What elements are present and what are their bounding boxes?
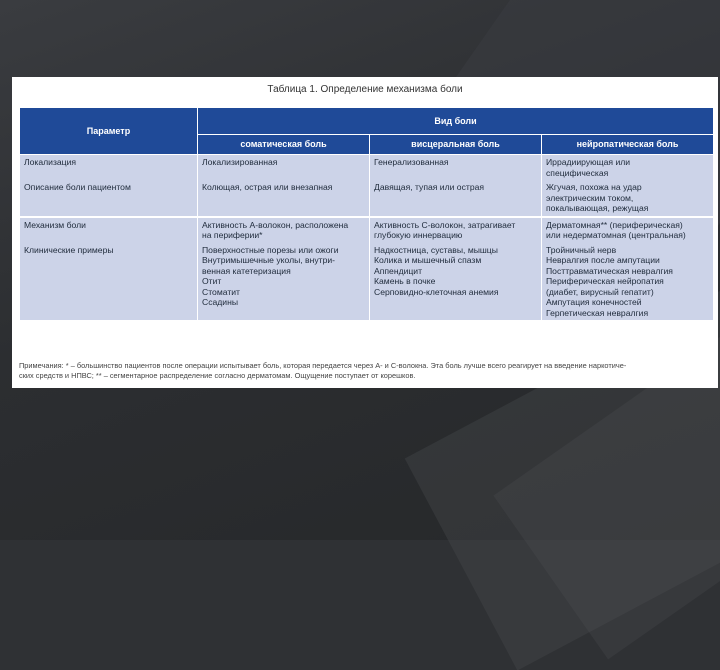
table-note bbox=[19, 361, 713, 380]
cell-text: Серповидно-клеточная анемия bbox=[374, 286, 499, 297]
cell-text: Тройничный нерв bbox=[546, 244, 617, 255]
table-cell bbox=[370, 155, 542, 181]
cell-text: или недерматомная (центральная) bbox=[546, 230, 686, 240]
cell-text: Давящая, тупая или острая bbox=[374, 182, 485, 192]
header-pain-type: Вид боли bbox=[198, 108, 714, 135]
cell-text: Локализированная bbox=[202, 157, 278, 167]
cell-text: Ампутация конечностей bbox=[546, 297, 642, 307]
cell-text: Ссадины bbox=[202, 297, 239, 307]
header-visceral: висцеральная боль bbox=[370, 135, 542, 155]
cell-text: специфическая bbox=[546, 167, 609, 178]
note-line: ских средств и НПВС; ** – сегментарное распределение согласно дерматомам. Ощущение поступает от корешков. bbox=[19, 370, 416, 380]
table-caption: Таблица 1. Определение механизма боли bbox=[267, 84, 463, 95]
table-cell bbox=[370, 217, 542, 243]
cell-text: Надкостница, суставы, мышцы bbox=[374, 244, 498, 255]
cell-text: (диабет, вирусный гепатит) bbox=[546, 286, 654, 297]
table-cell bbox=[198, 217, 370, 243]
cell-text: Периферическая нейропатия bbox=[546, 276, 664, 286]
row-parameter-cell bbox=[20, 243, 198, 322]
cell-text: Локализация bbox=[24, 157, 77, 167]
table-cell bbox=[542, 155, 714, 181]
row-parameter-cell bbox=[20, 217, 198, 243]
cell-text: Жгучая, похожа на удар bbox=[546, 182, 642, 192]
header-somatic: соматическая боль bbox=[198, 135, 370, 155]
table-cell bbox=[198, 155, 370, 181]
table-cell bbox=[370, 180, 542, 217]
table-cell bbox=[198, 243, 370, 322]
table-cell bbox=[198, 180, 370, 217]
row-parameter-cell bbox=[20, 155, 198, 181]
table-row bbox=[20, 217, 714, 243]
cell-text: Механизм боли bbox=[24, 219, 86, 230]
cell-text: Внутримышечные уколы, внутри- bbox=[202, 255, 336, 265]
cell-text: Описание боли пациентом bbox=[24, 182, 131, 192]
table-cell bbox=[542, 243, 714, 322]
cell-text: Дерматомная** (периферическая) bbox=[546, 219, 683, 230]
cell-text: Колика и мышечный спазм bbox=[374, 255, 482, 265]
cell-text: Отит bbox=[202, 276, 222, 286]
cell-text: Камень в почке bbox=[374, 276, 436, 286]
table-row bbox=[20, 155, 714, 181]
cell-text: Клинические примеры bbox=[24, 244, 114, 255]
table-cell bbox=[542, 180, 714, 217]
cell-text: на периферии* bbox=[202, 230, 263, 240]
header-neuropathic: нейропатическая боль bbox=[542, 135, 714, 155]
cell-text: Посттравматическая невралгия bbox=[546, 265, 673, 276]
table-cell bbox=[542, 217, 714, 243]
cell-text: Активность А-волокон, расположена bbox=[202, 219, 349, 230]
note-line: Примечания: * – большинство пациентов после операции испытывает боль, которая передается через А- и С-волокна. Эта боль лучше всего реагирует на введение наркотиче- bbox=[19, 361, 627, 370]
table-cell bbox=[370, 243, 542, 322]
cell-text: глубокую иннервацию bbox=[374, 230, 463, 240]
header-parameter: Параметр bbox=[20, 108, 198, 155]
cell-text: покалывающая, режущая bbox=[546, 203, 649, 213]
cell-text: венная катетеризация bbox=[202, 265, 291, 276]
cell-text: Стоматит bbox=[202, 286, 240, 297]
cell-text: электрическим током, bbox=[546, 192, 634, 203]
slide-content bbox=[12, 77, 718, 388]
cell-text: Иррадиирующая или bbox=[546, 157, 631, 167]
cell-text: Герпетическая невралгия bbox=[546, 307, 649, 318]
table-row bbox=[20, 243, 714, 322]
cell-text: Невралгия после ампутации bbox=[546, 255, 660, 265]
cell-text: Активность С-волокон, затрагивает bbox=[374, 219, 516, 230]
cell-text: Генерализованная bbox=[374, 157, 449, 167]
row-parameter-cell bbox=[20, 180, 198, 217]
pain-mechanism-table bbox=[19, 107, 714, 322]
table-row bbox=[20, 180, 714, 217]
cell-text: Колющая, острая или внезапная bbox=[202, 182, 333, 192]
cell-text: Поверхностные порезы или ожоги bbox=[202, 244, 339, 255]
cell-text: Аппендицит bbox=[374, 265, 423, 276]
